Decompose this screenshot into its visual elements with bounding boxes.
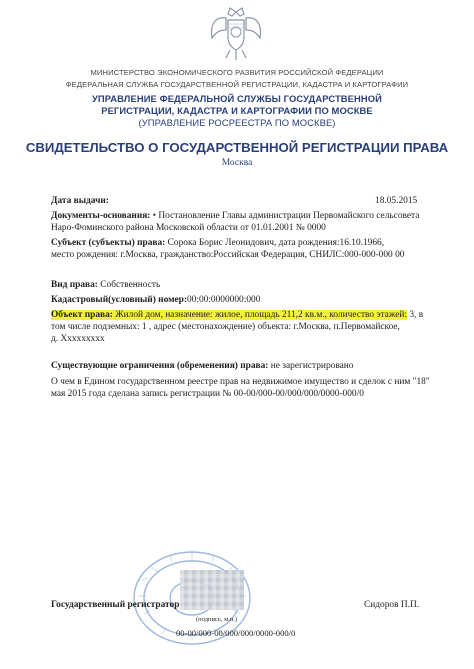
subject-label: Субъект (субъекты) права: xyxy=(51,238,166,248)
right-type-value: Собственность xyxy=(97,280,161,290)
service-header: ФЕДЕРАЛЬНАЯ СЛУЖБА ГОСУДАРСТВЕННОЙ РЕГИСТРАЦИИ, КАДАСТРА И КАРТОГРАФИИ xyxy=(65,80,409,89)
object-description: Жилой дом, назначение: жилое, площадь 211,2 кв.м., количество этажей: xyxy=(112,310,407,320)
registrar-name: Сидоров П.П. xyxy=(364,600,420,610)
subject-line2: место рождения: г.Москва, гражданство:Российская Федерация, СНИЛС:000-000-000 00 xyxy=(51,250,405,260)
signature-caption: (подпись, м.п.) xyxy=(196,616,238,623)
restrictions-label: Существующие ограничения (обременения) права: xyxy=(51,361,269,371)
issue-date-value: 18.05.2015 xyxy=(375,196,418,206)
document-title: СВИДЕТЕЛЬСТВО О ГОСУДАРСТВЕННОЙ РЕГИСТРАЦИИ ПРАВА xyxy=(25,140,449,155)
right-type-line xyxy=(51,280,160,291)
object-label: Объект права: xyxy=(51,310,113,320)
object-line1 xyxy=(51,310,423,321)
department-header-line2: РЕГИСТРАЦИИ, КАДАСТРА И КАРТОГРАФИИ ПО МОСКВЕ xyxy=(101,105,373,116)
subject-line1 xyxy=(51,238,384,249)
redacted-signature xyxy=(180,570,244,610)
restrictions-value: не зарегистрировано xyxy=(268,361,354,371)
object-line3: д. Xxxxxxxxx xyxy=(51,334,105,344)
issue-date-label: Дата выдачи: xyxy=(51,196,109,206)
cadastral-line xyxy=(51,295,260,306)
cadastral-value: 00:00:0000000:000 xyxy=(186,295,261,305)
registry-line2: мая 2015 года сделана запись регистрации № 00-00/000-00/000/000/0000-000/0 xyxy=(51,389,364,399)
department-header-line3: (УПРАВЛЕНИЕ РОСРЕЕСТРА ПО МОСКВЕ) xyxy=(138,117,336,128)
ministry-header: МИНИСТЕРСТВО ЭКОНОМИЧЕСКОГО РАЗВИТИЯ РОССИЙСКОЙ ФЕДЕРАЦИИ xyxy=(90,68,384,77)
restrictions-line xyxy=(51,361,353,372)
basis-line1 xyxy=(51,211,419,222)
department-header-line1: УПРАВЛЕНИЕ ФЕДЕРАЛЬНОЙ СЛУЖБЫ ГОСУДАРСТВЕННОЙ xyxy=(92,93,382,104)
object-line2: том числе подземных: 1 , адрес (местонахождение) объекта: г.Москва, п.Первомайское, xyxy=(51,322,400,332)
city-label: Москва xyxy=(221,158,253,168)
registrar-label: Государственный регистратор xyxy=(51,600,180,610)
registration-number: 00-00/000-00/000/000/0000-000/0 xyxy=(176,628,296,638)
basis-value: • Постановление Главы администрации Первомайского сельсовета xyxy=(150,211,420,221)
registry-line1: О чем в Едином государственном реестре прав на недвижимое имущество и сделок с ним "18" xyxy=(51,377,430,387)
object-floors-value: 3, в xyxy=(406,310,424,320)
coat-of-arms-icon xyxy=(206,6,266,62)
object-highlight xyxy=(51,310,407,320)
cadastral-label: Кадастровый(условный) номер: xyxy=(51,295,187,305)
subject-value: Сорока Борис Леонидович, дата рождения:16.10.1966, xyxy=(165,238,385,248)
basis-line2: Наро-Фоминского района Московской области от 01.01.2001 № 0000 xyxy=(51,223,326,233)
right-type-label: Вид права: xyxy=(51,280,98,290)
basis-label: Документы-основания: xyxy=(51,211,151,221)
